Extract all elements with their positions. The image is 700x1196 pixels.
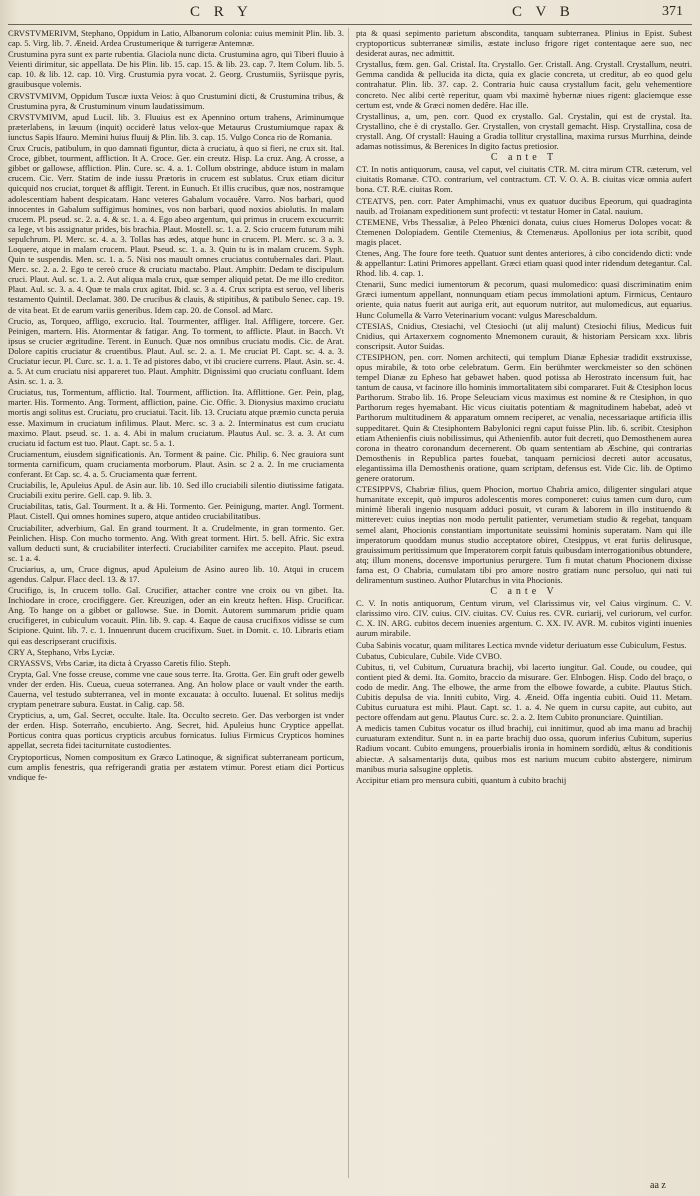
dictionary-entry: CTESIAS, Cnidius, Ctesiachi, vel Ctesiochi (ut alij malunt) Ctesiochi filius, Medicus fuit Cnidius, qui Artaxerxem cognomento Mnemonem curauit, & historiam Persicam xxx. libris conscripsit. Autor Suidas.: [356, 320, 692, 351]
dictionary-entry: Crux Crucis, patibulum, in quo damnati figuntur, dicta à cruciatu, à quo si fieri, ne crux sit. Ital. Croce, gibbet, tourment, affliction. It A. Croce. Ger. ein creutz. Hisp. La cruz. Ang. A crosse, a gibbet or gallowse, affliction. Plin. Cure. sc. 4. a. 1. Collum obstringe, abduce istum in malam crucem. Cic. Verr. Statim de inde iussu Prætoris in crucem est sublatus. Crux etiam dicitur quicquid nos cruciat, torquet & affligit. Terent. in Eunuch. Et illis crucibus, quæ nos, nostramque adolescentiam habent despicatam. Hanc veteres Gabalum vocauêre. Varro. Nos barbari, quod innocentes in Gabalum suffigimus homines, vos non barbari, quod noxios abiolutis. In malam crucem. Pl. pseud. sc. 2. a. 4. & sc. 1. a. 4. Ego abeo argentum, qui primus in crucem excucurrit: ca lege, vt bis assignatur prides, bis brachia. Plaut. Mostell. sc. 1. a. 2. Scio crucem futurum mihi sepulchrum. Pl. Merc. sc. 4. a. 3. Tollas has ædes, atque hunc in crucem. Pl. Merc. sc. 3 a. 3. Loquere, atque in malam crucem. Plaut. Pseud. sc. 1. a. 3. Quin tu is in malam crucem. Syph. Quin te suspendis. Men. sc. 1. a. 5. Nisi nos mauult omnes cruciatus contubernales dari. Plaut. Merc. sc. 2. a. 2. Ego te cereò cruce & cruciatu mactabo. Plaut. Amphitr. Dedam te discipulum cruci. Plaut. Aul. sc. 1. a. 2. Aut aliqua mala crux, quæ semper aliquid petat. De me illo creditor. Plaut. Aul. sc. 3. a. 4. Quæ te mala crux agitat. Ibid. sc. 3 a. 4. Crux scripta est seruo, vel liberis testamento Quintil. Declamat. 380. De crucibus & clauis, & stipitibus, & patibulo Senec. cap. 19. de vita beat. Et de earum variis generibus. Idem cap. 20. de Consol. ad Marc.: [8, 143, 344, 315]
section-heading: C ante V: [490, 586, 558, 598]
dictionary-entry: CTEMENE, Vrbs Thessaliæ, à Peleo Phœnici donata, cuius ciues Homerus Dolopes vocat: & Ctemenen Dolopiadem. Gentile Ctemenius, & Ctemenæus. Apollonius per iota scribit, quod magis placet.: [356, 216, 692, 247]
dictionary-entry: Ctenes, Ang. The foure fore teeth. Quatuor sunt dentes anteriores, à cibo concidendo dicti: vnde & appellantur: Latini Primores appellant. Græci etiam quasi quod inter ridendum detegantur. Cal. Rhod. lib. 4. cap. 1.: [356, 247, 692, 279]
dictionary-entry: A medicis tamen Cubitus vocatur os illud brachij, cui innitimur, quod ab ima manu ad brachij curuaturam extenditur. Sunt n. in ea parte brachij duo ossa, quorum inferius Cubitum, superius Radium vocant. Cubito emungens, prouerbialis ironia in hominem sordidù, æltus & conditionis abiectæ. A salsamentarijs duta, quibus mos est narium mucum cubito abstergere, nimirum manibus muria salsugine oppletis.: [356, 723, 692, 774]
dictionary-entry: Cubitus, ti, vel Cubitum, Curuatura brachij, vbi lacerto iungitur. Gal. Coude, ou coudee, qui contient pied & demi. Ita. Gomito, braccio da misurare. Ger. Elnbogen. Hisp. Codo del braço, o codo de medir. Ang. The elbowe, the arme from the elbowe fowarde, a cubite. Plautus Stich. Cubitis depulsa de via. Innitì cubito, Virg. 4. Æneid. Offa ingentia cubiti. Ouid 11. Metam. Cubitus curuatura est mihi. Plaut. Capt. sc. 1. a. 4. Ne quem in cursu capite, aut cubito, aut pectore offendam aut genu. Plautus Curc. sc. 2. a. 2. Item Cubito pronunciare. Quintilian.: [356, 661, 692, 723]
dictionary-entry: Cruciarius, a, um, Cruce dignus, apud Apuleium de Asino aureo lib. 10. Atqui in crucem agendus. Calpur. Flacc decl. 13. & 17.: [8, 563, 344, 584]
dictionary-entry: CTESIPHON, pen. corr. Nomen architecti, qui templum Dianæ Ephesiæ tradidit exstruxisse, opus mirabile, & toto orbe celebratum. Germ. Ein berühmter werckmeister so den schönen tempel Dianæ zu Epheso hat gebawet haben. quod potissa ab Herostrato incensum fuit, hac tantum de causa, vt facinore illo hominis immortalitatem sibi compararet. Fuit & Ctesiphon locus Parthorum. Strabo lib. 16. Prope Seleuciam vicus maximus est nomine & re Ctesiphon, in quo Parthorum reges hyemabant. Hic vicus ciuitatis potentiam & magnitudinem habebat, adeò vt Parthorum multitudinem & apparatum omnem reciperet, ac venalia, necessariaque artificia illis suppeditaret. Quin & Ctesiphontem Babylonici regni caput fuisse Plin. lib. 6. scribit. Ctesiphon etiam Athenienfis ciuis nobilissimus, qui Athenienfib. autor fuit decreti, quo Demosthenem aurea corona in theatro coronandum decernerent. Ob quam sententiam ab Æschine, qui contrarias Demosthenis in Republica partes fouebat, tanquam perniciosi decreti autor accusatus, elegantissima illa Demosthenis oratione, quam scriptam, defensus est. Vide Cic. lib. de Optimo genere oratorum.: [356, 351, 692, 484]
page-number: 371: [662, 4, 683, 19]
dictionary-entry: Cubatus, Cubiculare, Cubile. Vide CVBO.: [356, 650, 502, 661]
dictionary-entry: Cruciabiliter, adverbium, Gal. En grand tourment. It a. Crudelmente, in gran tormento. Ger. Peinlichen. Hisp. Con mucho tormento. Ang. With great torment. Hirt. 5. bell. Afric. Sic extra vallum deducti sunt, & cruciabiliter interfecti. Cruciabiliter carnifex me accepito. Plaut. pseud. sc. 1 a. 4.: [8, 522, 344, 563]
dictionary-entry: pta & quasi sepimento parietum abscondita, tanquam subterranea. Plinius in Epist. Subest cryptoporticus subterraneæ similis, æstate incluso frigore riget contentaque aere suo, nec desiderat auras, nec admittit.: [356, 28, 692, 59]
signature-mark: aa z: [650, 1180, 666, 1191]
dictionary-entry: CRYASSVS, Vrbs Cariæ, ita dicta à Cryasso Caretis filio. Steph.: [8, 657, 231, 668]
dictionary-entry: Crypta, Gal. Vne fosse creuse, comme vne caue sous terre. Ita. Grotta. Ger. Ein gruft oder gewelb vnder der erden. His. Cueua, cueua soterranea. Ang. An holow place or vault vnder the earth. Cauerna, vel testudo subterranea, vel in monte excauata: à occulto. Iuuenal. Et solitus medijs cryptam penetrare subura. Eustat. in Calig. cap. 58.: [8, 668, 344, 710]
dictionary-entry: Crucifigo, is, In crucem tollo. Gal. Crucifier, attacher contre vne croix ou vn gibet. Ita. Inchiodare in croce, crocifiggere. Ger. Kreuzigen, oder an ein kreutz heften. Hisp. Crucificar. Ang. To hange on a gibbet or gallowse. Sue. in Domit. Autorem summarum pridie quam crucifigeret, in cubiculum vocauit. Plin. lib. 9. cap. 4. Eaque de causa crucifixos vidisse se cum Scipione. Quint. lib. 7. c. 1. Innuenrunt ducem crucifixum. Suet. in Domit. c. 10. Libraris etiam qui eas descripserant crucifixis.: [8, 585, 344, 646]
left-column: [8, 28, 344, 1178]
dictionary-entry: Accipitur etiam pro mensura cubiti, quantum à cubito brachij: [356, 774, 567, 785]
dictionary-entry: Cruciatus, tus, Tormentum, afflictio. Ital. Tourment, affliction. Ita. Afflittione. Ger. Pein, plag, marter. His. Tormento. Ang. Torment, affliction, paine. Cic. Offic. 3. Dionysius maximo cruciatu mortis angi solitus est. Cruciatu, pro cruciatui. Tacit. lib. 13. Cruciatu atque præmio cuncta peruia esse. Maximum in cruciatum infilimus. Plaut. Merc. sc. 3 a. 2. Interminatus est cum cruciatu maximo. Plaut. pseud. sc. 1. a. 4. Abi in malum cruciatum. Plautus Aul. sc. 3. a. 3. At cum cruciatu id factum est tuo. Plaut. Capt. sc. 5 a. 1.: [8, 387, 344, 448]
dictionary-entry: CTESIPPVS, Chabriæ filius, quem Phocion, mortuo Chabria amico, diligenter singulari atque humanitate excepit, quò impuros adolescentis mores componeret: cuius tamen cum duro, cum minimè liberali ingenio nusquam adduci posuit, vt curam & laborem in illo instituendo & mitterevet: cuius ineptias non modo pertulit patienter, verumetiam studio & regebat, tanquam semel alant, Phocionis constantiam importunitate seuissimi hominis superatam. Nam qui ille imperatorum quoddam munus studio acceptatore obiret, Ctesippus, vt erat furiis delirusque, grauissimum peritissimum que Imperatorem corpit fatuis quibusdam interrogationibus obtundere, atq; illum monens, docensve importunius perurgere. Tum fi mutat chatum Phocionem dixisse fama est, O Chabria, cumulatam tibi pro amore nostro gratiam nunc persoluo, qui nati tui deliramentum sustineo. Author Plutarchus in vita Phocionis.: [356, 484, 692, 585]
dictionary-entry: Cruciamentum, eiusdem significationis. An. Torment & paine. Cic. Philip. 6. Nec grauiora sunt tormenta carnificum, quam cruciamenta morborum. Plaut. Asin. sc 2 a. 2. In me cruciamenta conferant. Et Cap. sc. 4. a. 5. Cruciamenta quæ ferrent.: [8, 448, 344, 480]
dictionary-entry: CRY A, Stephano, Vrbs Lyciæ.: [8, 646, 115, 657]
column-divider: [348, 28, 349, 1178]
header-rule: [8, 24, 692, 25]
dictionary-entry: CRVSTVMERIVM, Stephano, Oppidum in Latio, Albanorum colonia: cuius meminit Plin. lib. 3. cap. 5. Virg. lib. 7. Æneid. Ardea Crustumerique & turrigeræ Antemnæ.: [8, 28, 344, 49]
dictionary-entry: CRVSTVMIVM, Oppidum Tuscæ iuxta Veios: à quo Crustumini dicti, & Crustumina tribus, & Crustumina pyra, & Crustuminum vinum laudatissimum.: [8, 90, 344, 111]
dictionary-entry: Crystallus, fœm. gen. Gal. Cristal. Ita. Crystallo. Ger. Cristall. Ang. Crystall. Crystallum, neutri. Gemma candida & pellucida ita dicta, quia ex glacie concreta, ut creditur, ab eo quod gelu contrahatur. Plin. lib. 37. cap. 2. Contraria huic causa crystallum facit, gelu vehementiore concreto. Nec alibi certè reperitur, quam vbi maximè hybernæ niues rigent: glaciemque esse certum est, vnde & Græci nomen dedêre. Hac ille.: [356, 59, 692, 110]
dictionary-entry: Cruciabilis, le, Apuleius Apul. de Asin aur. lib. 10. Sed illo cruciabili silentio diutissime fatigata. Cruciabili exitu perire. Gell. cap. 9. lib. 3.: [8, 480, 344, 501]
dictionary-entry: CT. In notis antiquorum, causa, vel caput, vel ciuitatis CTR. M. citra mirum CTR. cæterum, vel ciuitatis Romanæ. CTO. contrarium, vel contractum. CT. V. O. A. B. ciuitas vicæ omnia aufert bona. CT. RÆ. ciuitas Rom.: [356, 164, 692, 195]
dictionary-entry: Cryptoporticus, Nomen compositum ex Græco Latinoque, & significat subterraneam porticum, cum amplis fenestris, qua refrigerandi gratia per æstatem vtimur. Porest etiam dici Porticus vndique fe-: [8, 751, 344, 782]
dictionary-entry: Crystallinus, a, um, pen. corr. Quod ex crystallo. Gal. Crystalin, qui est de crystal. Ita. Crystallino, che è di crystallo. Ger. Crystallen, von crystall gemacht. Hisp. Crystallina, cosa de crystall. Ang. Of crystall: Hauing a Gradia tollitur crystallina, maxima rursus Murrhina, deinde adamas notissimus, & Berenices In digito factus pretiosior.: [356, 110, 692, 152]
running-header: [0, 4, 700, 24]
dictionary-entry: CTEATVS, pen. corr. Pater Amphimachi, vnus ex quatuor ducibus Epeorum, qui quadraginta nauib. ad Troianam expeditionem sunt profecti: vt testatur Homer in Catal. nauium.: [356, 195, 692, 216]
dictionary-entry: Crypticius, a, um, Gal. Secret, occulte. Itale. Ita. Occulto secreto. Ger. Das verborgen ist vnder der erden. Hisp. Soterraño, encubierto. Ang. Secret, hid. Apuleius hunc Cryptice appellat. Porticus contra quas porticus crypticis arcubus fornicatus. Iulius Firmicus Crypticos homines appellat, secreta fidei taciturnitate custodientes.: [8, 710, 344, 751]
dictionary-entry: Cruciabilitas, tatis, Gal. Tourment. It a. & Hi. Tormento. Ger. Peinigung, marter. Angl. Torment. Plaut. Cistell. Qui omnes homines supero, atque antideo cruciabilitatibus.: [8, 501, 344, 522]
header-left-catchword: C R Y: [190, 4, 253, 20]
dictionary-entry: Ctenarii, Sunc medici iumentorum & pecorum, quasi mulomedico: quasi discriminatim enim Græci iumentum appellant, nonnunquam etiam pecus immolationi aptum. Firmicus, Centauro oriente, quia natus fuerit aut auriga erit, aut equorum nutritor, aut mulomedicus, aut equarius. Hunc Columella & Varro Veterinarium vocant: vulgus Marescbaldum.: [356, 279, 692, 320]
header-right-catchword: C V B: [512, 4, 575, 20]
dictionary-entry: Crucio, as, Torqueo, affligo, excrucio. Ital. Tourmenter, affliger. Ital. Affligere, torcere. Ger. Peinigen, martern. His. Atormentar & fatigar. Ang. To torment, to afflicte. Plaut. in Bacch. Vt ipsus se crucier ægritudine. Terent. in Eunuch. Quæ nos omnibus cruciatu modis. Cic. de Arat. Dolore capitis cruciatur & cruentibus. Plaut. Aul. sc. 2. a. 1. Me cruciat Pl. Capt. sc. 4. a. 3. Cruciatur iecur. Pl. Curc. sc. 1. a. 1. Te ad pistores dabo, vt ibi cruciere currens. Plaut. Asin. sc. 4. a. 5. At cum cruciatu nisi appareret tuo. Plaut. Amphitr. Dignissimi quo cruciatu confluant. Idem Asin. sc. 1. a. 3.: [8, 315, 344, 387]
dictionary-entry: CRVSTVMIVM, apud Lucil. lib. 3. Fluuius est ex Apennino ortum trahens, Ariminumque præterlabens, in læuum (inquit) occiderè latus velox-que Metaurus Crustumiumque rapax & iunctus Sapis Ifauro. Memini huius fluuij & Plin. lib. 3. cap. 15. Vulgo Conca rio de Romania.: [8, 111, 344, 142]
dictionary-entry: C. V. In notis antiquorum, Centum virum, vel Clarissimus vir, vel Caius virginum. C. V. clarissimo viro. CIV. cuius. CIV. ciuitas. CV. Cuius res. CVR. curiarij, vel curiorum, vel curfor. C. X. IN. ARG. cubitos decem inuenies argentum. C. XX. IV. AVR. M. cubitos viginti inuenies aurum mirabile.: [356, 598, 692, 639]
dictionary-entry: Crustumina pyra sunt ex parte rubentia. Glaciola nunc dicta. Crustumina agro, qui Tiberi fluuio à Veienti dirimitur, sic appellata. De his Plin. lib. 15. cap. 15. & lib. 23. cap. 7. Item Colum. lib. 5. cap. 10. & lib. 12. cap. 10. Virg. Crustumia pyra vocat. 2. Georg. Crustumiis, Syriisque pyris, grauibusque volemis.: [8, 49, 344, 90]
right-column: [356, 28, 692, 1178]
dictionary-entry: Cuba Sabinis vocatur, quam militares Lectica mvnde videtur deriuatum esse Cubiculum, Festus.: [356, 639, 687, 650]
section-heading: C ante T: [490, 152, 558, 164]
